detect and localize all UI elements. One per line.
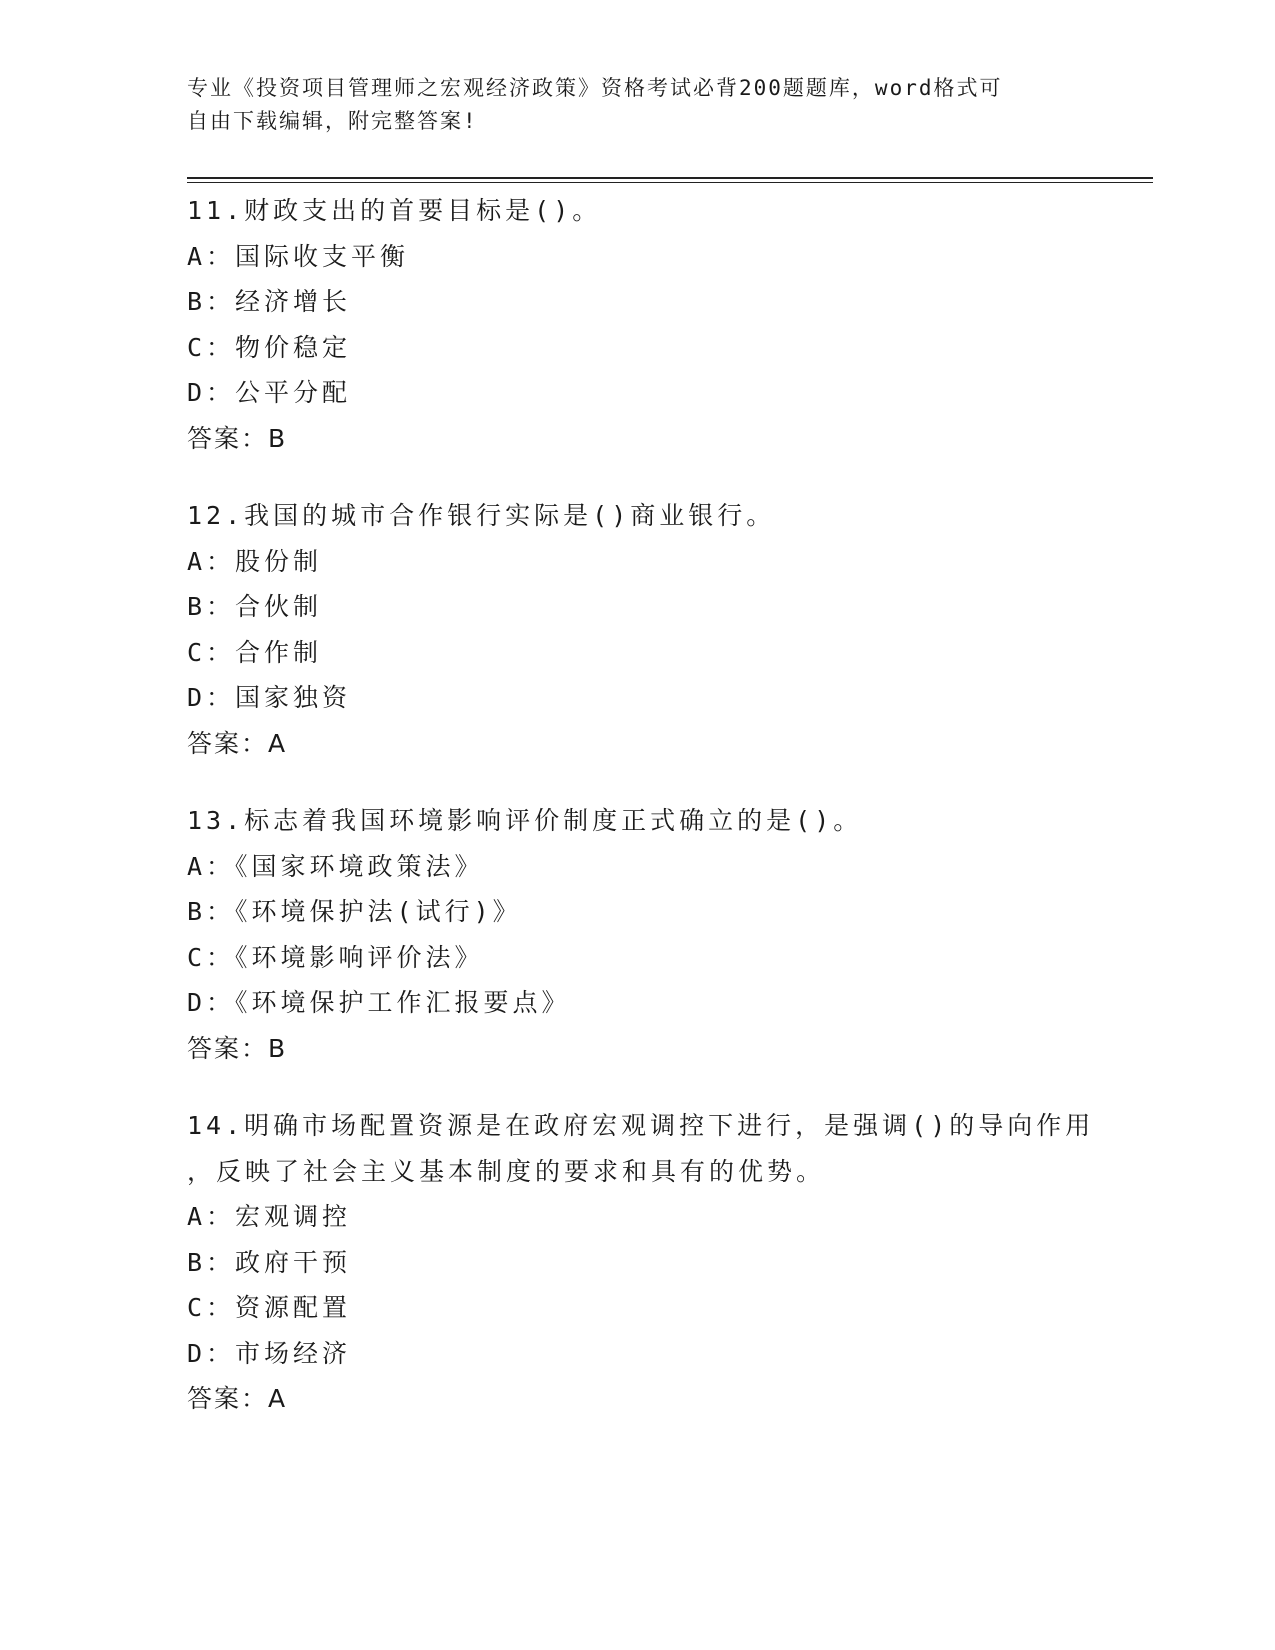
answer-text: 答案：A	[187, 1384, 288, 1413]
question-stem-continued: ，反映了社会主义基本制度的要求和具有的优势。	[187, 1156, 826, 1186]
option-b: B：《环境保护法(试行)》	[187, 897, 522, 926]
option-d: D：公平分配	[187, 378, 352, 407]
option-c: C：物价稳定	[187, 332, 352, 362]
option-d: D：《环境保护工作汇报要点》	[187, 988, 571, 1017]
question-14	[187, 1103, 1147, 1422]
question-stem: 14.明确市场配置资源是在政府宏观调控下进行，是强调()的导向作用	[187, 1111, 1095, 1140]
option-b: B：政府干预	[187, 1247, 352, 1277]
question-stem: 11.财政支出的首要目标是()。	[187, 196, 602, 225]
question-11	[187, 188, 1147, 461]
header-title-line-1: 专业《投资项目管理师之宏观经济政策》资格考试必背200题题库，word格式可	[187, 76, 1003, 100]
option-b: B：经济增长	[187, 287, 352, 316]
header-divider-thin	[187, 182, 1153, 183]
answer-text: 答案：B	[187, 423, 288, 453]
question-12	[187, 493, 1147, 766]
header-divider-thick	[187, 177, 1153, 179]
option-b: B：合伙制	[187, 592, 323, 621]
header-title-line-2: 自由下载编辑，附完整答案!	[187, 109, 478, 133]
document-header	[187, 72, 1087, 138]
question-13	[187, 798, 1147, 1071]
question-stem: 12.我国的城市合作银行实际是()商业银行。	[187, 501, 776, 530]
option-a: A：宏观调控	[187, 1202, 352, 1231]
option-c: C：合作制	[187, 637, 323, 667]
option-d: D：市场经济	[187, 1338, 352, 1368]
answer-text: 答案：A	[187, 728, 288, 758]
option-c: C：资源配置	[187, 1293, 352, 1322]
option-d: D：国家独资	[187, 683, 352, 712]
option-a: A：国际收支平衡	[187, 241, 410, 271]
question-list	[187, 188, 1147, 1454]
option-a: A：《国家环境政策法》	[187, 851, 484, 881]
answer-text: 答案：B	[187, 1033, 288, 1063]
question-stem: 13.标志着我国环境影响评价制度正式确立的是()。	[187, 806, 863, 835]
option-a: A：股份制	[187, 546, 323, 576]
option-c: C：《环境影响评价法》	[187, 942, 484, 972]
